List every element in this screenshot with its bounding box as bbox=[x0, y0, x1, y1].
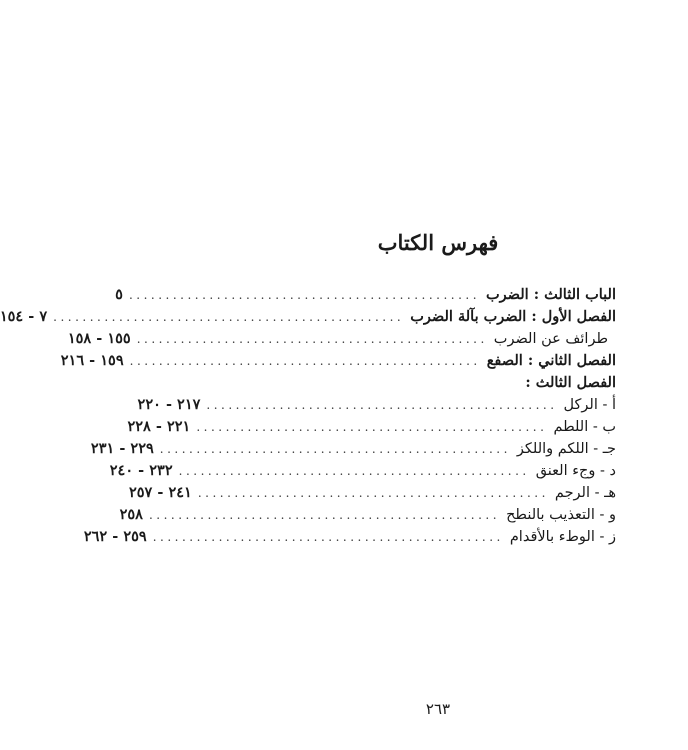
toc-entry-pages: ٢٥٨ bbox=[119, 506, 143, 523]
toc-entry-label: طرائف عن الضرب bbox=[493, 331, 608, 347]
toc-entry bbox=[128, 482, 616, 504]
toc-entry-label: و - التعذيب بالنطح bbox=[506, 507, 616, 523]
toc-entry-label: الباب الثالث : الضرب bbox=[486, 286, 616, 303]
page-title: فهرس الكتاب bbox=[377, 230, 499, 255]
toc-entry-pages: ٢٥٩ - ٢٦٢ bbox=[83, 528, 147, 545]
toc-entry-pages: ٢٤١ - ٢٥٧ bbox=[128, 484, 192, 501]
toc-entry-label: الفصل الثالث : bbox=[525, 374, 616, 391]
toc-entry-pages: ٧ - ١٥٤ bbox=[0, 308, 48, 325]
toc-entry-pages: ٢٢٩ - ٢٣١ bbox=[90, 440, 154, 457]
toc-entry bbox=[127, 416, 616, 438]
toc-entry bbox=[60, 350, 616, 372]
toc-entry bbox=[67, 328, 616, 350]
page-number: ٢٦٣ bbox=[425, 700, 451, 718]
toc-entry bbox=[83, 526, 616, 548]
toc-entry-label: الفصل الأول : الضرب بآلة الضرب bbox=[410, 308, 616, 325]
toc-leader-dots: ................................................ bbox=[152, 530, 504, 544]
toc-leader-dots: ................................................ bbox=[128, 288, 481, 302]
toc-leader-dots: ................................................ bbox=[129, 354, 481, 368]
toc-entry-label: هـ - الرجم bbox=[554, 485, 616, 501]
toc-entry-label: جـ - اللكم واللكز bbox=[516, 441, 616, 457]
toc-leader-dots: ................................................ bbox=[148, 508, 501, 522]
toc-entry-pages: ٢٣٢ - ٢٤٠ bbox=[109, 462, 173, 479]
toc-entry-label: ز - الوطء بالأقدام bbox=[509, 529, 616, 545]
toc-entry-label: الفصل الثاني : الصفع bbox=[486, 352, 616, 369]
toc-leader-dots: ................................................ bbox=[197, 486, 549, 500]
toc-entry-pages: ٢٢١ - ٢٢٨ bbox=[127, 418, 191, 435]
toc-entry-pages: ١٥٩ - ٢١٦ bbox=[60, 352, 124, 369]
toc-leader-dots: ................................................ bbox=[53, 310, 405, 324]
toc-entry bbox=[119, 504, 616, 526]
toc-leader-dots: ................................................ bbox=[206, 398, 558, 412]
toc-leader-dots: ................................................ bbox=[196, 420, 548, 434]
toc-leader-dots: ................................................ bbox=[159, 442, 511, 456]
toc-entry-pages: ٥ bbox=[115, 286, 123, 303]
toc-entry-pages: ٢١٧ - ٢٢٠ bbox=[137, 396, 201, 413]
toc-entry bbox=[137, 394, 616, 416]
toc-entry bbox=[90, 438, 616, 460]
toc-entry bbox=[0, 306, 616, 328]
toc-list bbox=[0, 284, 616, 548]
toc-entry-label: ب - اللطم bbox=[553, 419, 616, 435]
toc-entry-pages: ١٥٥ - ١٥٨ bbox=[67, 330, 131, 347]
toc-entry bbox=[109, 460, 616, 482]
toc-entry-label: د - وجء العنق bbox=[535, 463, 616, 479]
toc-entry bbox=[115, 284, 616, 306]
toc-leader-dots: ................................................ bbox=[178, 464, 530, 478]
toc-leader-dots: ................................................ bbox=[136, 332, 488, 346]
toc-entry-label: أ - الركل bbox=[563, 397, 616, 413]
toc-entry bbox=[248, 372, 616, 394]
